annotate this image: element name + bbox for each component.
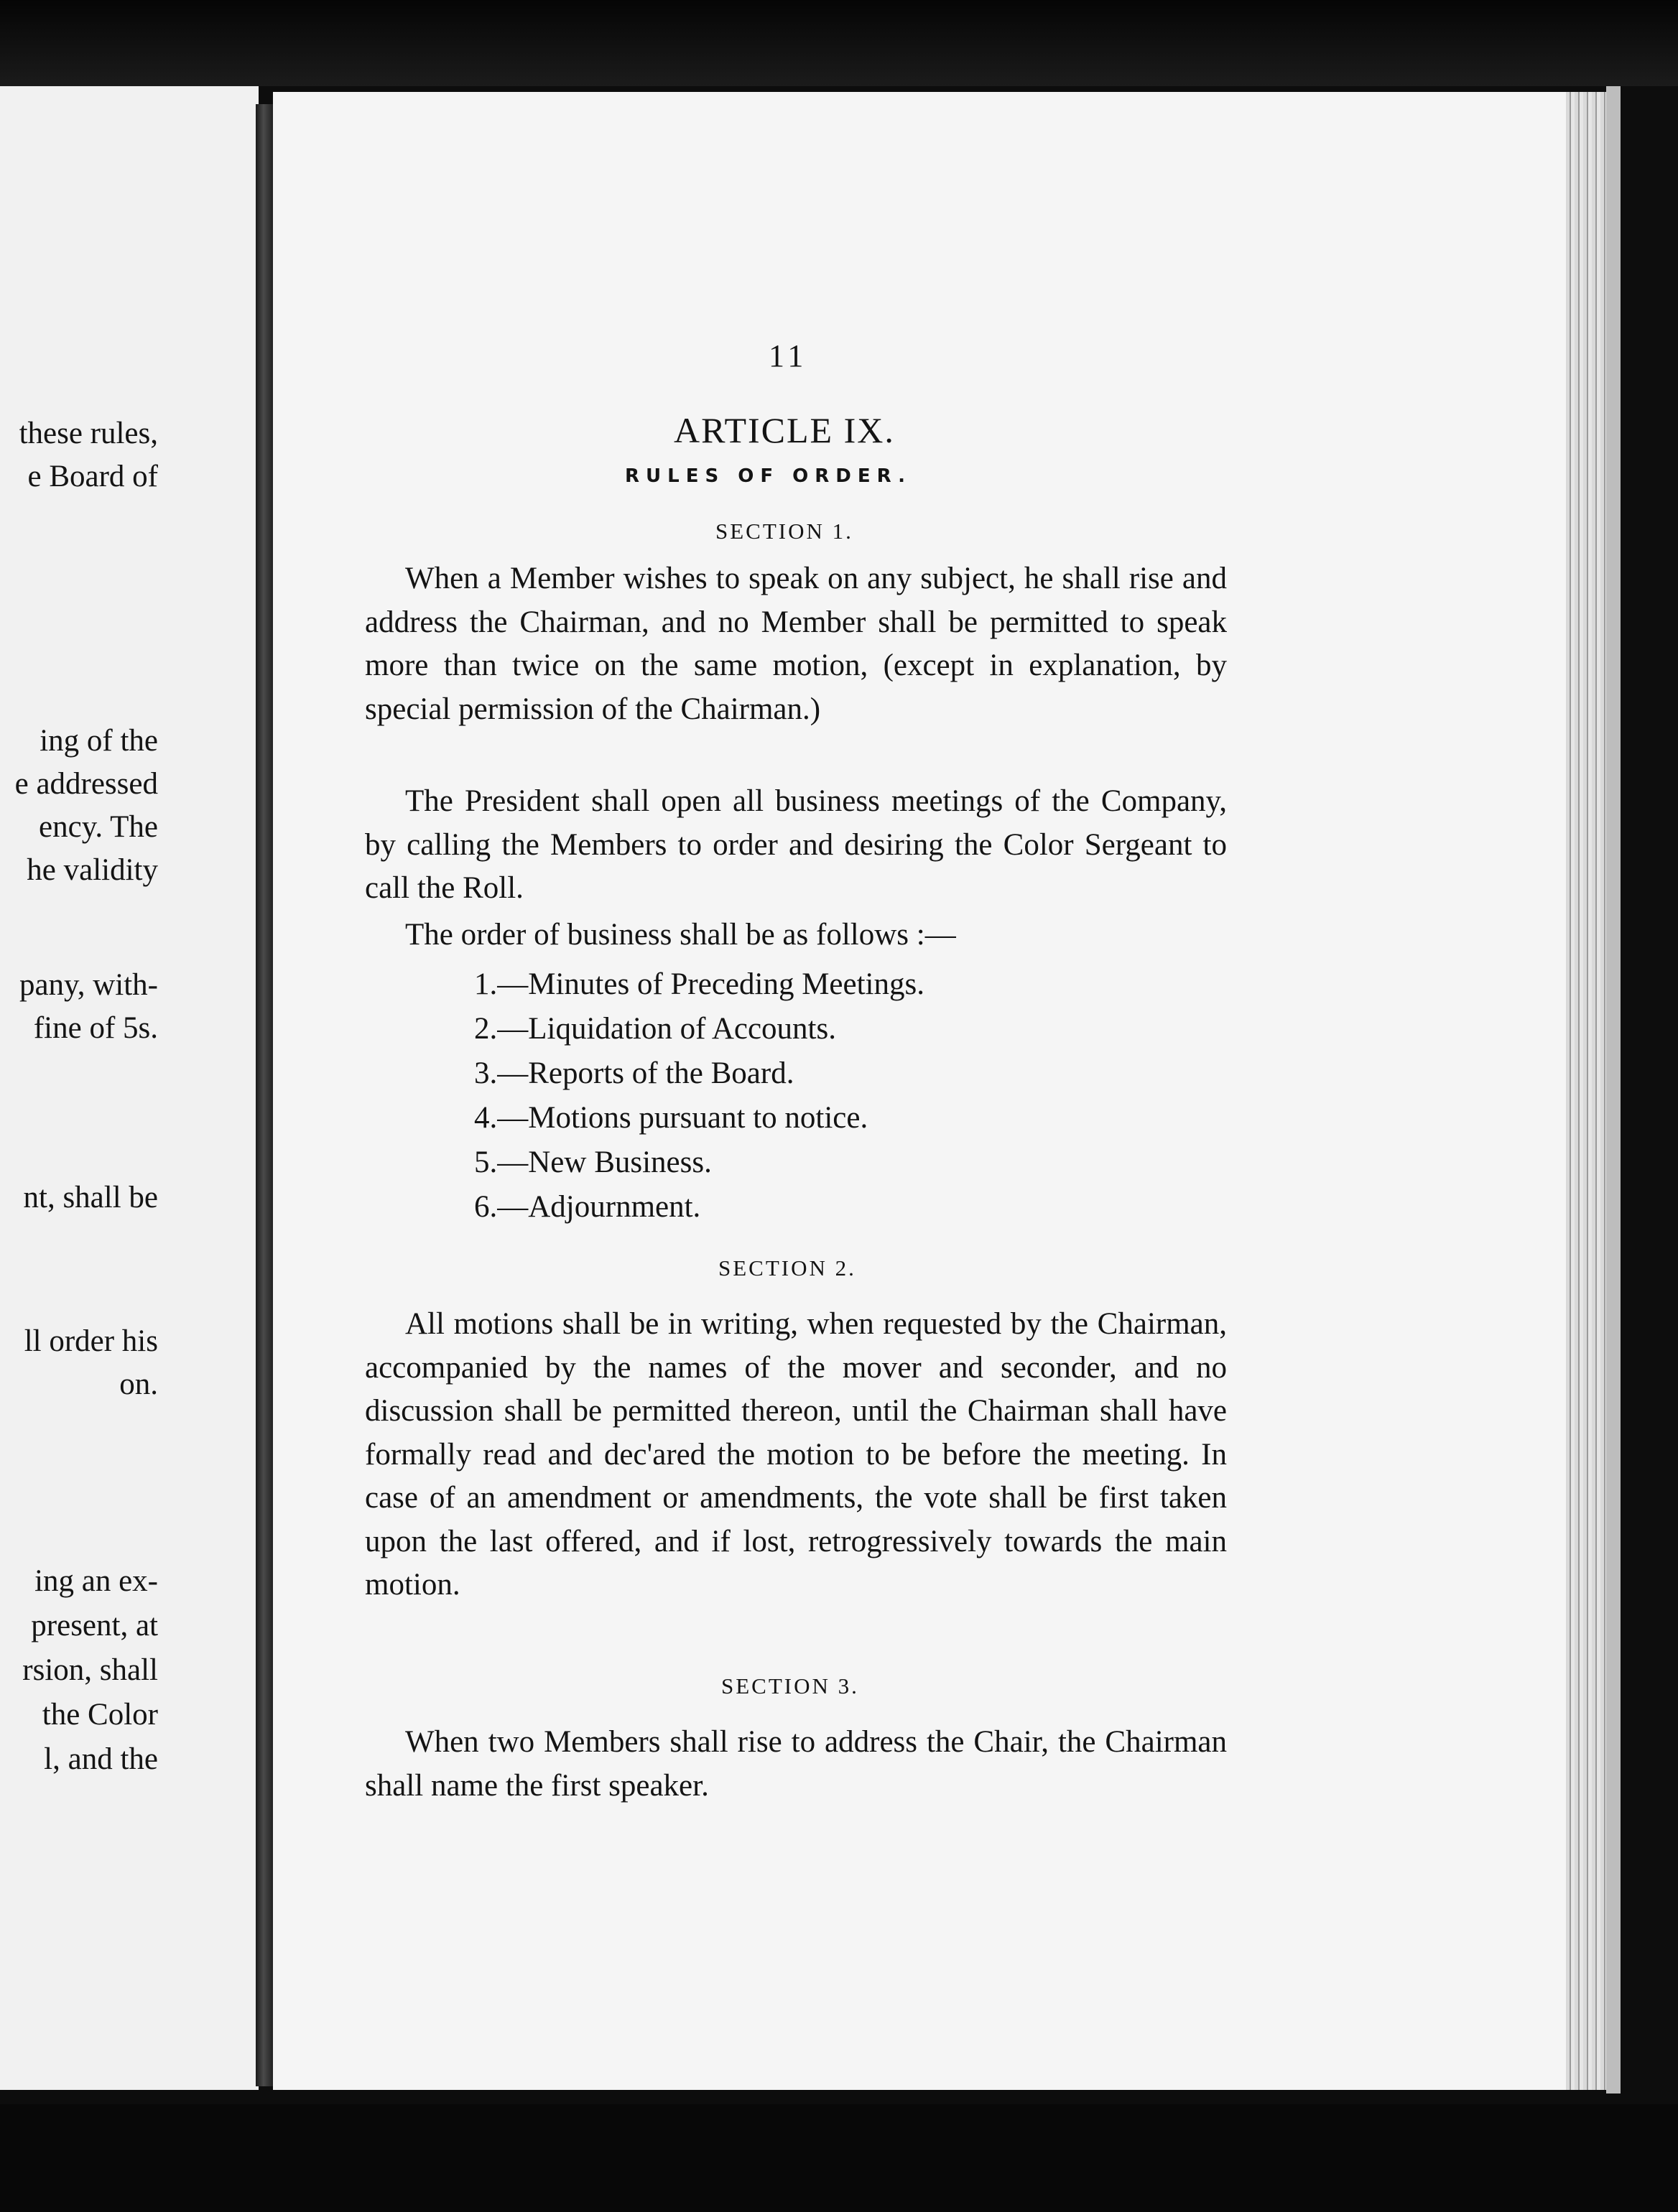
book-cover-edge — [1606, 86, 1621, 2094]
page-number: 11 — [769, 338, 808, 373]
left-text-fragment: ency. The — [39, 810, 158, 844]
left-text-fragment: he validity — [27, 853, 158, 887]
left-text-fragment: ing an ex- — [34, 1564, 158, 1598]
left-text-fragment: the Color — [42, 1698, 158, 1732]
list-item: 1.—Minutes of Preceding Meetings. — [474, 967, 924, 1001]
section-1-heading: SECTION 1. — [715, 519, 853, 544]
section-2-heading: SECTION 2. — [718, 1255, 856, 1281]
left-text-fragment: fine of 5s. — [33, 1011, 158, 1045]
section-1-paragraph-2: The President shall open all business meetings of the Company, by calling the Members to order and desiring the Color Sergeant to call the Roll. — [365, 784, 1227, 905]
left-text-fragment: ing of the — [40, 724, 158, 758]
left-text-fragment: e Board of — [27, 460, 158, 493]
list-item: 2.—Liquidation of Accounts. — [474, 1012, 836, 1046]
section-2-paragraph: All motions shall be in writing, when requested by the Chairman, accompanied by the names of the mover and seconder, and no discussion shall be permitted thereon, until the Chairman shall have formally read and dec'ared the motion to be before the meeting. In case of an amendment or amendments, the vote shall be first taken upon the last offered, and if lost, retrogressively towards the main motion. — [365, 1307, 1227, 1602]
section-3-paragraph: When two Members shall rise to address the Chair, the Chairman shall name the first speaker. — [365, 1725, 1227, 1803]
list-item: 6.—Adjournment. — [474, 1190, 701, 1224]
left-text-fragment: pany, with- — [19, 968, 158, 1002]
list-item: 3.—Reports of the Board. — [474, 1056, 794, 1090]
left-text-fragment: nt, shall be — [23, 1181, 158, 1214]
section-1-paragraph-3: The order of business shall be as follows :— — [405, 918, 956, 952]
left-page — [0, 86, 259, 2090]
scan-bottom-background — [0, 2104, 1678, 2212]
left-text-fragment: l, and the — [44, 1742, 158, 1776]
left-text-fragment: these rules, — [19, 417, 158, 450]
left-text-fragment: e addressed — [14, 767, 158, 801]
list-item: 4.—Motions pursuant to notice. — [474, 1101, 868, 1135]
left-text-fragment: present, at — [31, 1609, 158, 1642]
left-text-fragment: ll order his — [24, 1324, 158, 1358]
scan-top-background — [0, 0, 1678, 86]
page-edges — [1566, 92, 1606, 2090]
left-text-fragment: rsion, shall — [22, 1653, 158, 1687]
book-gutter — [256, 104, 273, 2086]
article-title: ARTICLE IX. — [674, 410, 895, 450]
list-item: 5.—New Business. — [474, 1146, 712, 1179]
article-subtitle: RULES OF ORDER. — [625, 465, 912, 487]
left-text-fragment: on. — [119, 1367, 158, 1401]
order-of-business-list — [474, 962, 924, 1230]
section-1-paragraph-1: When a Member wishes to speak on any subject, he shall rise and address the Chairman, and no Member shall be permitted to speak more than twice on the same motion, (except in explanation, by special permission of the Chairman.) — [365, 562, 1227, 726]
section-3-heading: SECTION 3. — [721, 1673, 859, 1698]
